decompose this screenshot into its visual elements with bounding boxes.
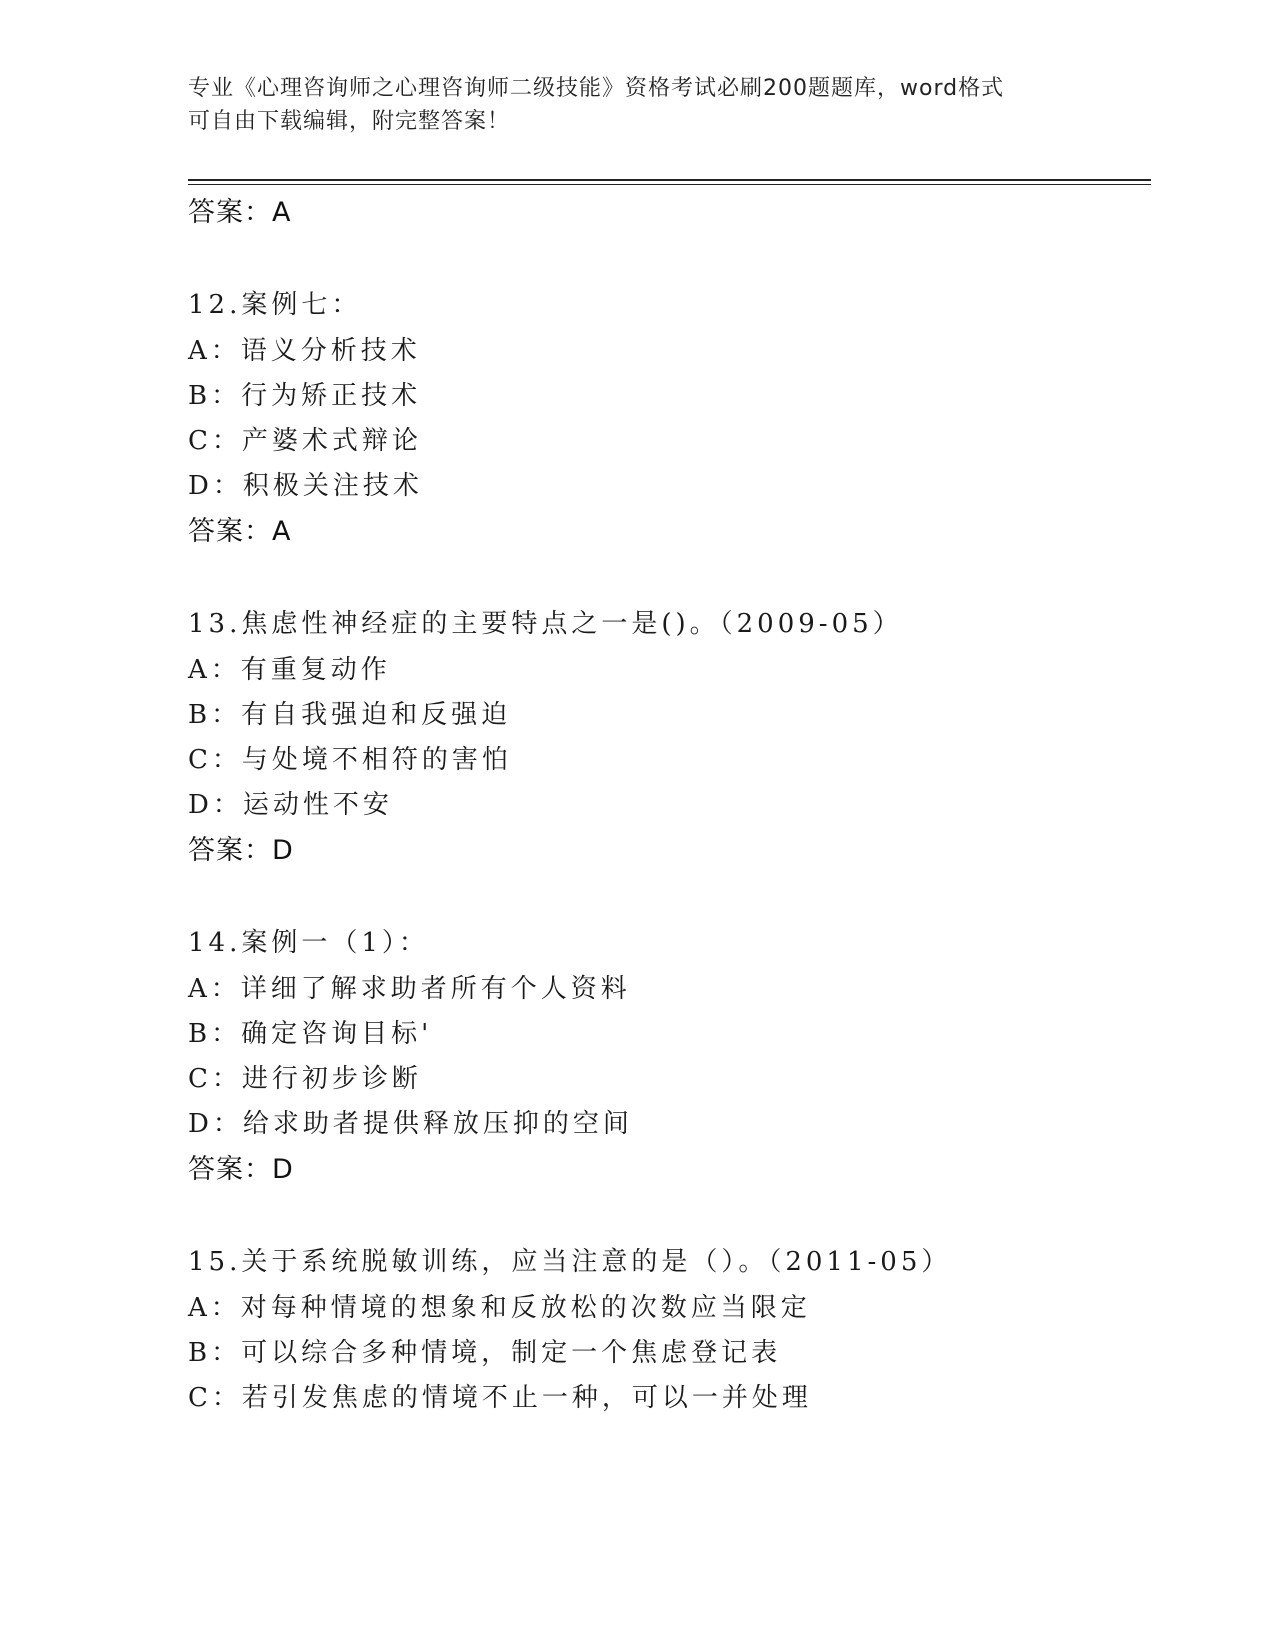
header-line-1: 专业《心理咨询师之心理咨询师二级技能》资格考试必刷200题题库，word格式 [188, 76, 1005, 101]
question-title: 15.关于系统脱敏训练，应当注意的是（）。（2011-05） [188, 1247, 952, 1277]
option-c: C：进行初步诊断 [188, 1064, 422, 1094]
spacer [188, 873, 1148, 920]
option-d: D：积极关注技术 [188, 471, 423, 501]
answer-label: 答案：D [188, 1154, 294, 1185]
option-a: A：对每种情境的想象和反放松的次数应当限定 [188, 1293, 811, 1323]
question-block [188, 282, 1148, 554]
option-b: B：有自我强迫和反强迫 [188, 700, 512, 730]
header-line-2: 可自由下载编辑，附完整答案！ [188, 109, 511, 134]
question-list [188, 190, 1148, 1421]
spacer [188, 235, 1148, 282]
option-d: D：运动性不安 [188, 790, 393, 820]
spacer [188, 1192, 1148, 1239]
option-b: B：可以综合多种情境，制定一个焦虑登记表 [188, 1338, 782, 1368]
option-a: A：详细了解求助者所有个人资料 [188, 974, 631, 1004]
question-block [188, 601, 1148, 873]
option-c: C：若引发焦虑的情境不止一种，可以一并处理 [188, 1383, 812, 1413]
option-a: A：语义分析技术 [188, 336, 421, 366]
answer-label: 答案：A [188, 197, 292, 228]
option-b: B：确定咨询目标' [188, 1019, 433, 1049]
answer-label: 答案：A [188, 516, 292, 547]
option-c: C：与处境不相符的害怕 [188, 745, 512, 775]
question-title: 13.焦虑性神经症的主要特点之一是()。（2009-05） [188, 609, 903, 639]
question-block [188, 1239, 1148, 1421]
question-title: 12.案例七： [188, 290, 362, 320]
header-divider-thin [188, 184, 1151, 185]
answer-label: 答案：D [188, 835, 294, 866]
header-divider-thick [188, 179, 1151, 181]
question-title: 14.案例一（1）： [188, 928, 429, 958]
option-b: B：行为矫正技术 [188, 381, 422, 411]
question-block [188, 920, 1148, 1192]
document-header [188, 72, 1088, 138]
option-c: C：产婆术式辩论 [188, 426, 422, 456]
option-a: A：有重复动作 [188, 655, 391, 685]
spacer [188, 554, 1148, 601]
option-d: D：给求助者提供释放压抑的空间 [188, 1109, 633, 1139]
